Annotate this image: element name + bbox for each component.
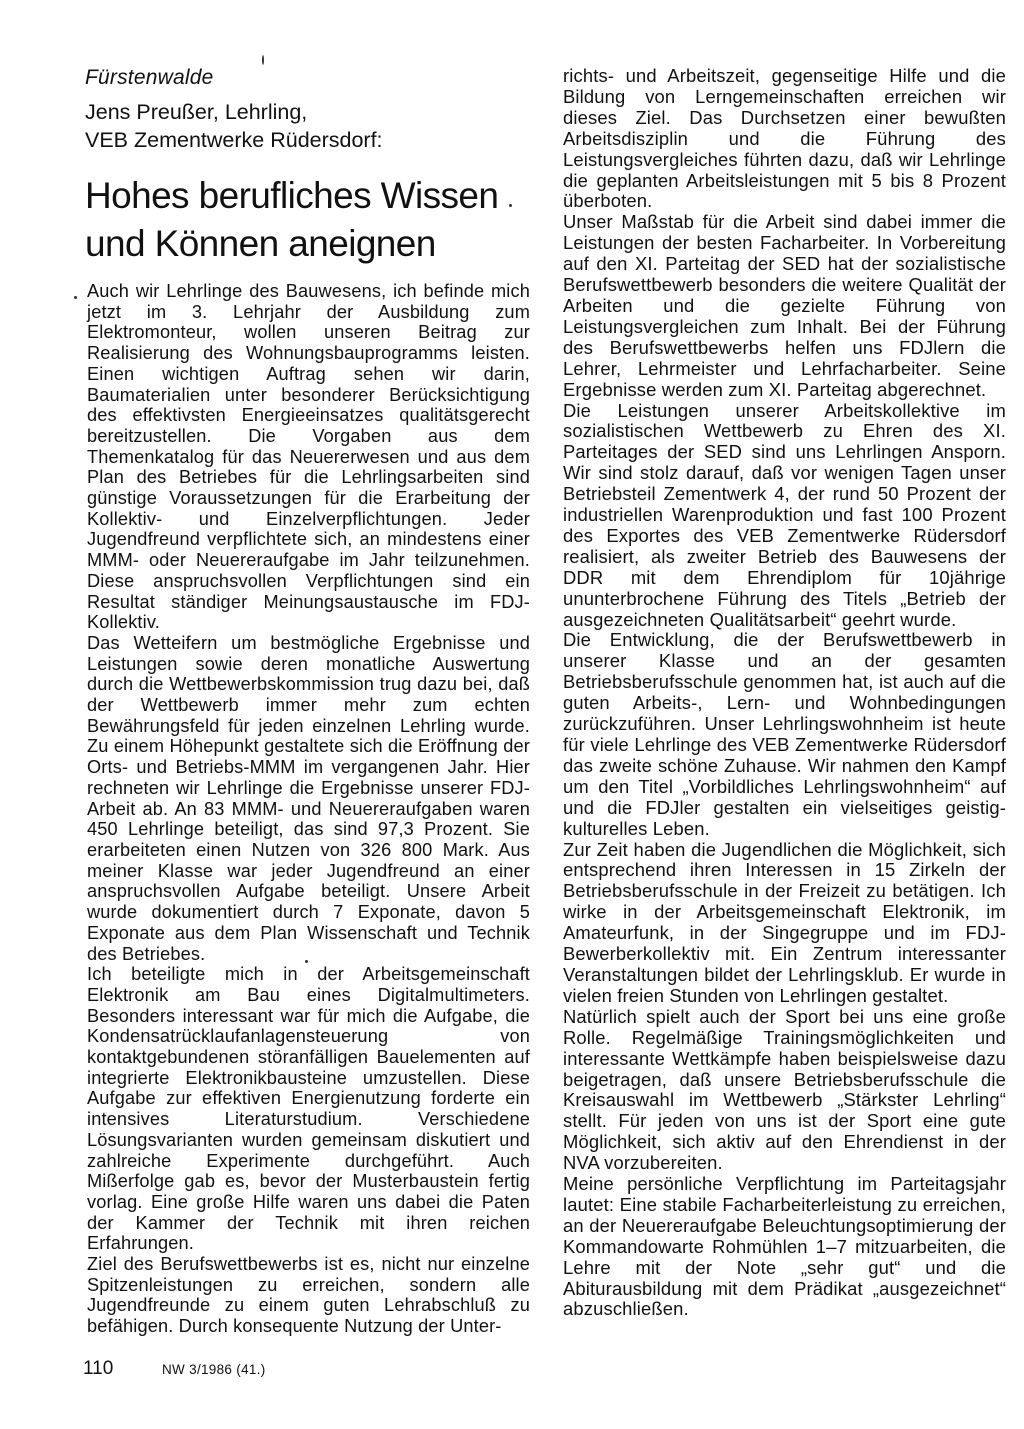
- headline-line-2: und Können aneignen: [85, 223, 436, 264]
- article-paragraph: Unser Maßstab für die Arbeit sind dabei immer die Leistungen der besten Facharbeiter. In Vorbereitung auf den XI. Parteitag der SED hat der sozialistische Berufswettbewerb besonders die weitere Qualität der Arbeiten und die gezielte Führung von Leistungsvergleichen zum Inhalt. Bei der Führung des Berufswettbewerbs helfen uns FDJlern die Lehrer, Lehrmeister und Lehrfacharbeiter. Seine Ergebnisse werden zum XI. Parteitag abgerechnet.: [563, 211, 1006, 400]
- scan-speck: [74, 296, 77, 299]
- source-citation: NW 3/1986 (41.): [162, 1362, 266, 1377]
- article-column-right: [563, 66, 1006, 1320]
- article-paragraph: Das Wetteifern um bestmögliche Ergebnisse und Leistungen sowie deren monatliche Auswertung durch die Wettbewerbskommission trug dazu bei, daß der Wettbewerb immer mehr zum echten Bewährungsfeld für jeden einzelnen Lehrling wurde. Zu einem Höhepunkt gestaltete sich die Eröffnung der Orts- und Betriebs-MMM im vergangenen Jahr. Hier rechneten wir Lehrlinge die Ergebnisse unserer FDJ-Arbeit ab. An 83 MMM- und Neuereraufgaben waren 450 Lehrlinge beteiligt, das sind 97,3 Prozent. Sie erarbeiteten einen Nutzen von 326 800 Mark. Aus meiner Klasse war jeder Jugendfreund an einer anspruchsvollen Aufgabe beteiligt. Unsere Arbeit wurde dokumentiert durch 7 Exponate, davon 5 Exponate aus dem Plan Wissenschaft und Technik des Betriebes.: [87, 632, 530, 964]
- article-paragraph: Auch wir Lehrlinge des Bauwesens, ich befinde mich jetzt im 3. Lehrjahr der Ausbildung zum Elektromonteur, wollen unseren Beitrag zur Realisierung des Wohnungsbauprogramms leisten. Einen wichtigen Auftrag sehen wir darin, Baumaterialien unter besonderer Berücksichtigung des effektivsten Energieeinsatzes qualitätsgerecht bereitzustellen. Die Vorgaben aus dem Themenkatalog für das Neuererwesen und aus dem Plan des Betriebes für die Lehrlingsarbeiten sind günstige Voraussetzungen für die Erarbeitung der Kollektiv- und Einzelverpflichtungen. Jeder Jugendfreund verpflichtete sich, an mindestens einer MMM- oder Neuereraufgabe im Jahr teilzunehmen. Diese anspruchsvollen Verpflichtungen sind ein Resultat ständiger Meinungsaustausche im FDJ-Kollektiv.: [87, 281, 530, 633]
- article-paragraph: richts- und Arbeitszeit, gegenseitige Hilfe und die Bildung von Lerngemeinschaften erreichen wir dieses Ziel. Das Durchsetzen einer bewußten Arbeitsdisziplin und die Führung des Leistungsvergleiches führten dazu, daß wir Lehrlinge die geplanten Arbeitsleistungen mit 5 bis 8 Prozent überboten.: [563, 65, 1006, 212]
- page-number: 110: [83, 1358, 114, 1379]
- author-affiliation: VEB Zementwerke Rüdersdorf:: [85, 128, 383, 152]
- article-paragraph: Meine persönliche Verpflichtung im Parteitagsjahr lautet: Eine stabile Facharbeiterleistung zu erreichen, an der Neuereraufgabe Beleuchtungsoptimierung der Kommandowarte Rohmühlen 1–7 mitzuarbeiten, die Lehre mit der Note „sehr gut“ und die Abiturausbildung mit dem Prädikat „ausgezeichnet“ abzuschließen.: [563, 1173, 1006, 1320]
- article-paragraph: Ich beteiligte mich in der Arbeitsgemeinschaft Elektronik am Bau eines Digitalmultimeters. Besonders interessant war für mich die Aufgabe, die Kondensatrücklaufanlagensteuerung von kontaktgebundenen störanfälligen Bauelementen auf integrierte Elektronikbausteine umzustellen. Diese Aufgabe zur effektiven Energienutzung forderte ein intensives Literaturstudium. Verschiedene Lösungsvarianten wurden gemeinsam diskutiert und zahlreiche Experimente durchgeführt. Auch Mißerfolge gab es, bevor der Musterbaustein fertig vorlag. Eine große Hilfe waren uns dabei die Paten der Kammer der Technik mit ihren reichen Erfahrungen.: [87, 964, 530, 1254]
- article-paragraph: Die Entwicklung, die der Berufswettbewerb in unserer Klasse und an der gesamten Betriebsberufsschule genommen hat, ist auch auf die guten Arbeits-, Lern- und Wohnbedingungen zurückzuführen. Unser Lehrlingswohnheim ist heute für viele Lehrlinge des VEB Zementwerke Rüdersdorf das zweite schöne Zuhause. Wir nahmen den Kampf um den Titel „Vorbildliches Lehrlingswohnheim“ auf und die FDJler gestalten ein vielseitiges geistig-kulturelles Leben.: [563, 629, 1006, 839]
- article-paragraph: Die Leistungen unserer Arbeitskollektive im sozialistischen Wettbewerb zu Ehren des XI. Parteitages der SED sind uns Lehrlingen Ansporn. Wir sind stolz darauf, daß vor wenigen Tagen unser Betriebsteil Zementwerk 4, der rund 50 Prozent der industriellen Warenproduktion und fast 100 Prozent des Exportes des VEB Zementwerke Rüdersdorf realisiert, als zweiter Betrieb des Bauwesens der DDR mit dem Ehrendiplom für 10jährige ununterbrochene Führung des Titels „Betrieb der ausgezeichneten Qualitätsarbeit“ geehrt wurde.: [563, 399, 1006, 630]
- article-paragraph: Zur Zeit haben die Jugendlichen die Möglichkeit, sich entsprechend ihren Interessen in 15 Zirkeln der Betriebsberufsschule in der Freizeit zu betätigen. Ich wirke in der Arbeitsgemeinschaft Elektronik, im Amateurfunk, in der Singegruppe und im FDJ-Bewerberkollektiv mit. Ein Zentrum interessanter Veranstaltungen bildet der Lehrlingsklub. Er wurde in vielen freien Stunden von Lehrlingen gestaltet.: [563, 838, 1006, 1006]
- article-paragraph: Natürlich spielt auch der Sport bei uns eine große Rolle. Regelmäßige Trainingsmöglichkeiten und interessante Wettkämpfe haben beispielsweise dazu beigetragen, daß unsere Betriebsberufsschule die Kreisauswahl im Wettbewerb „Stärkster Lehrling“ stellt. Für jeden von uns ist der Sport eine gute Möglichkeit, sich aktiv auf den Ehrendienst in der NVA vorzubereiten.: [563, 1005, 1006, 1174]
- headline-line-1: Hohes berufliches Wissen: [85, 175, 499, 216]
- author-block: [85, 98, 383, 154]
- author-name: Jens Preußer, Lehrling,: [85, 100, 308, 124]
- headline: [85, 172, 525, 268]
- article-paragraph: Ziel des Berufswettbewerbs ist es, nicht nur einzelne Spitzenleistungen zu erreichen, sondern alle Jugendfreunde zu einem guten Lehrabschluß zu befähigen. Durch konsequente Nutzung der Unter-: [87, 1254, 530, 1337]
- article-column-left: [87, 281, 530, 1337]
- scan-speck: [305, 960, 308, 963]
- scan-speck: [509, 204, 512, 207]
- dateline: Fürstenwalde: [85, 66, 214, 89]
- scan-speck: [262, 55, 264, 65]
